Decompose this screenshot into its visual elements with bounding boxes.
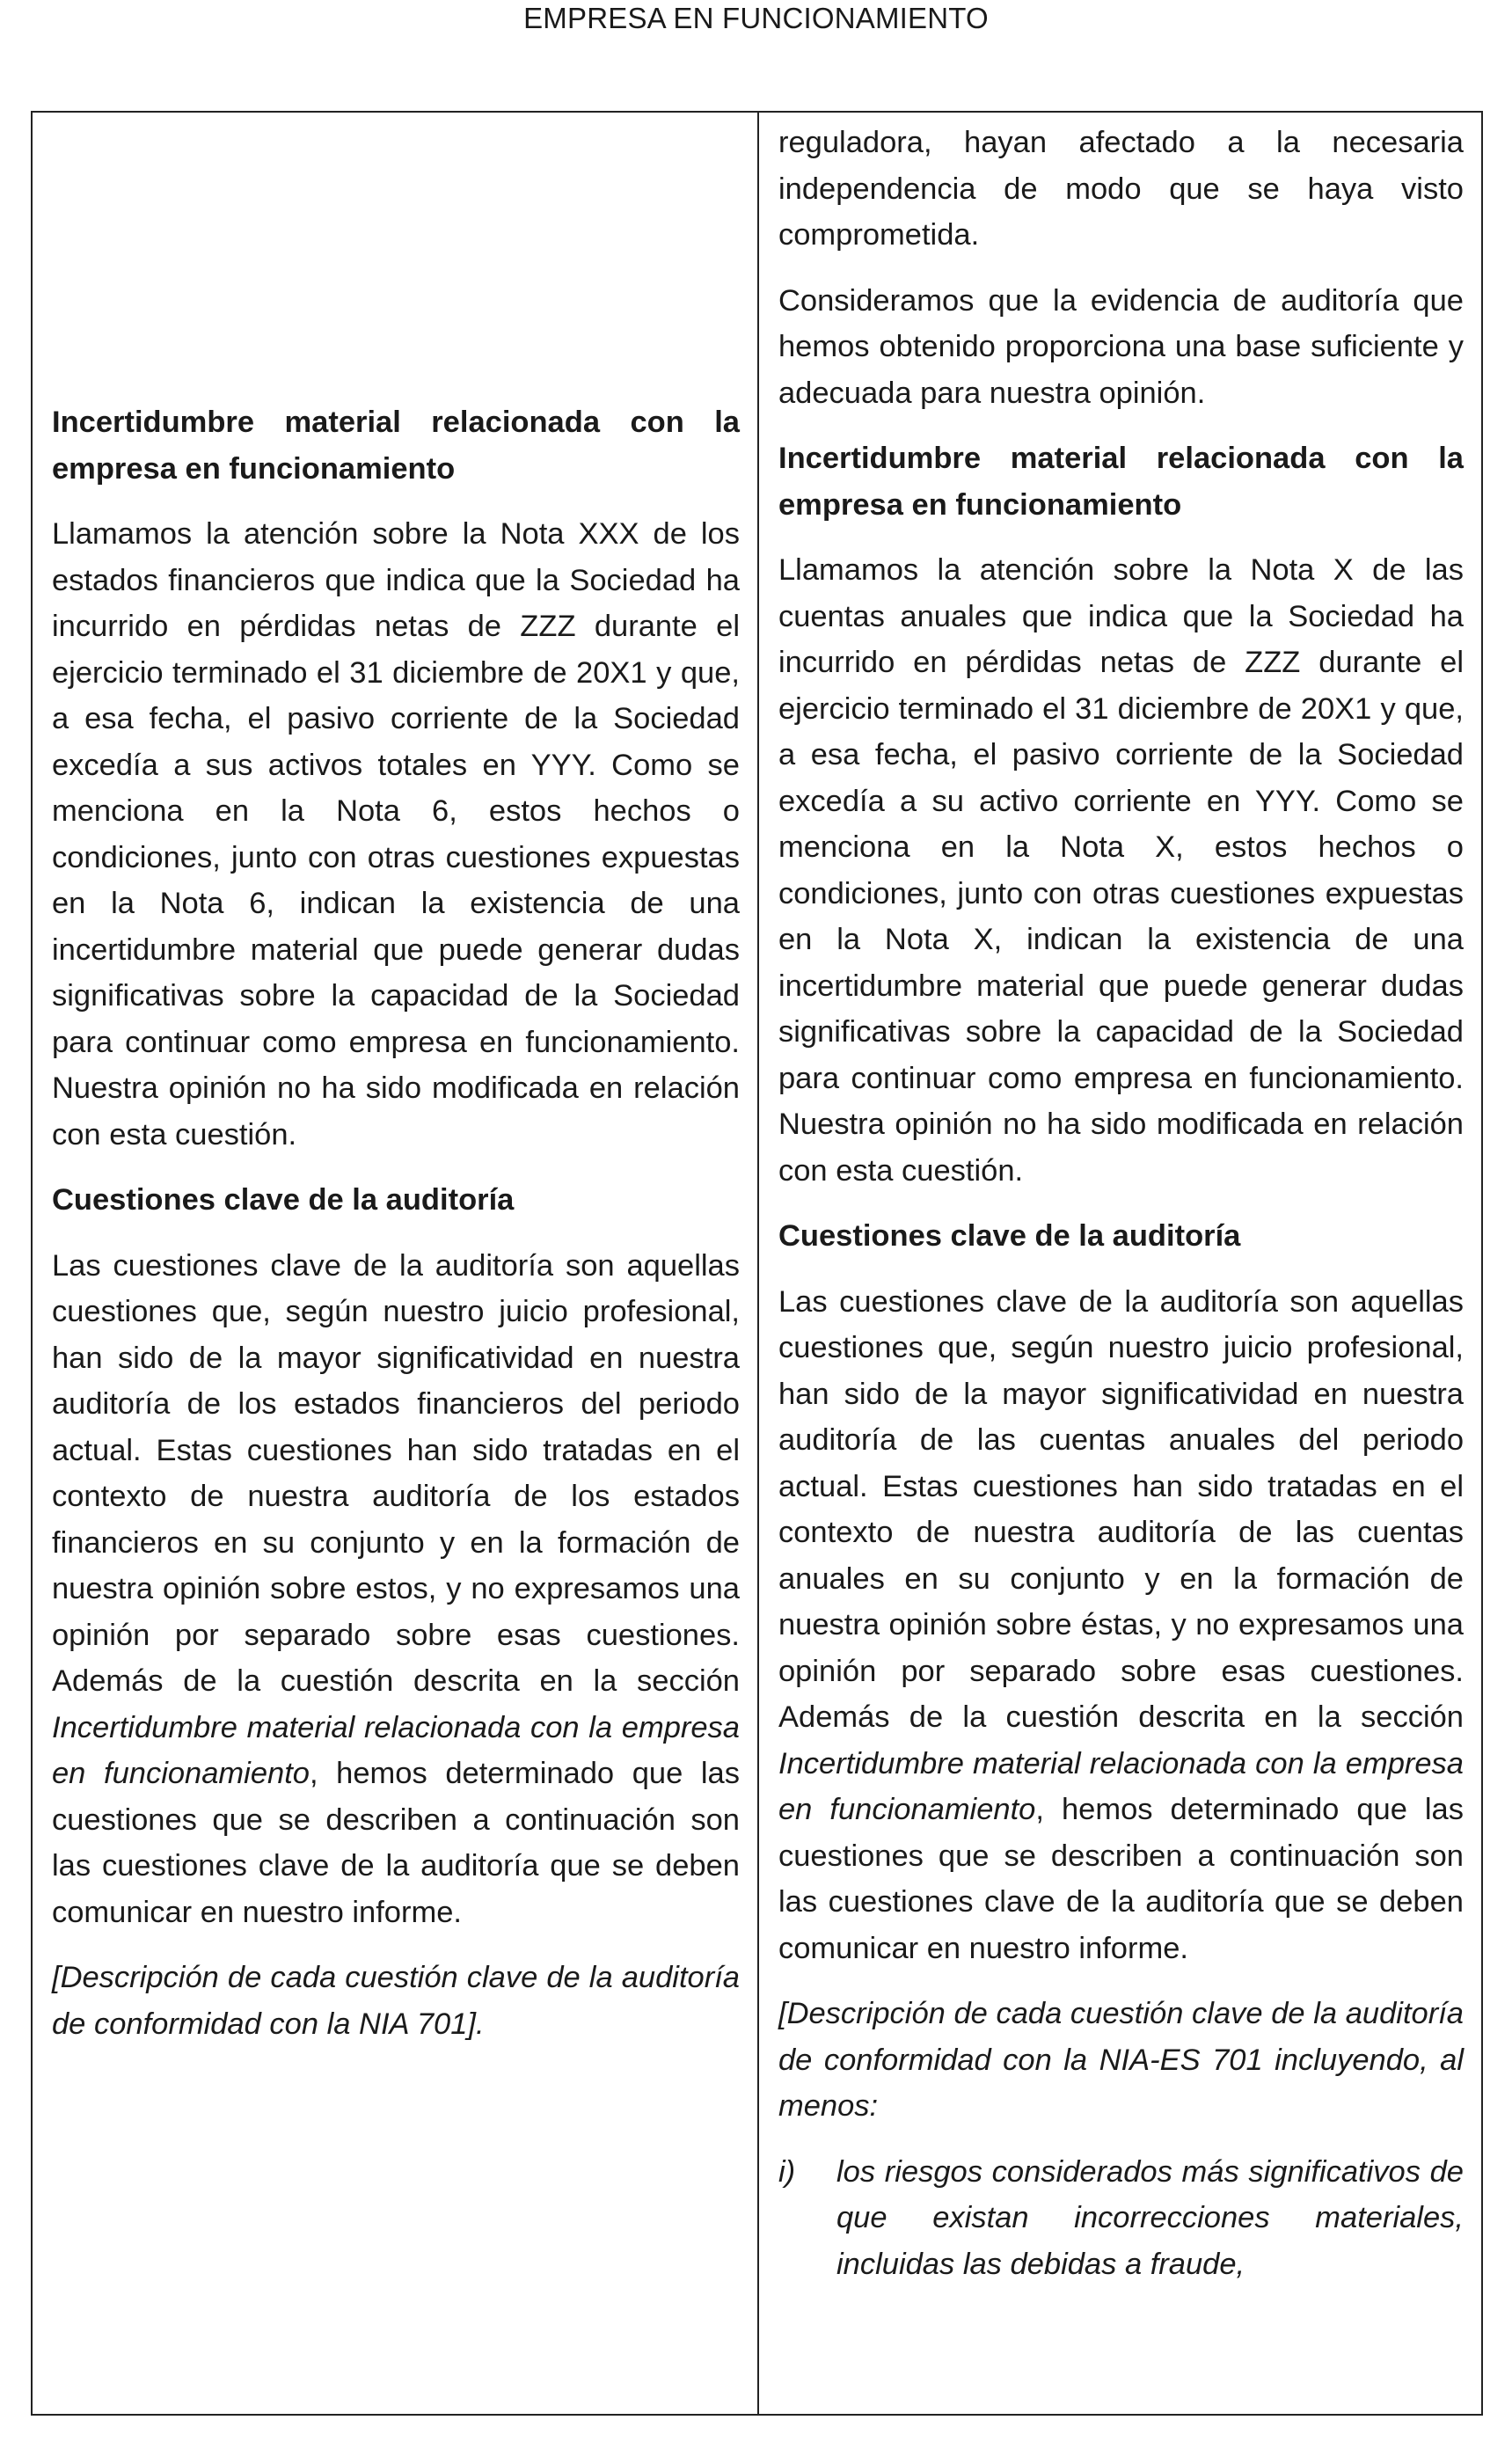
left-kam-text-italic: Incertidumbre material relacionada con la empresa en funcionamiento: [52, 1710, 740, 1790]
right-heading-key-audit-matters: Cuestiones clave de la auditoría: [778, 1219, 1241, 1253]
right-kam-text-b: , hemos determinado que las cuestiones que se describen a continuación son las cuestiones clave de la auditoría que se deben comunicar en nuestro informe.: [778, 1793, 1464, 1965]
list-item-text: los riesgos considerados más significativos de que existan incorrecciones materiales, incluidas las debidas a fraude,: [836, 2154, 1464, 2281]
list-marker: i): [778, 2154, 796, 2189]
right-paragraph-continuation: reguladora, hayan afectado a la necesaria independencia de modo que se haya visto comprometida.: [778, 126, 1464, 252]
right-paragraph-key-audit-matters: [778, 1279, 1464, 1972]
right-paragraph-evidence: Consideramos que la evidencia de auditoría que hemos obtenido proporciona una base suficiente y adecuada para nuestra opinión.: [778, 283, 1464, 410]
right-heading-going-concern: Incertidumbre material relacionada con la empresa en funcionamiento: [778, 442, 1464, 522]
right-paragraph-description: [Descripción de cada cuestión clave de la auditoría de conformidad con la NIA-ES 701 incluyendo, al menos:: [778, 1997, 1464, 2123]
left-paragraph-description: [Descripción de cada cuestión clave de la auditoría de conformidad con la NIA 701].: [52, 1961, 740, 2041]
page-header: EMPRESA EN FUNCIONAMIENTO: [523, 2, 989, 34]
left-paragraph-going-concern: Llamamos la atención sobre la Nota XXX de los estados financieros que indica que la Sociedad ha incurrido en pérdidas netas de ZZZ durante el ejercicio terminado el 31 diciembre de 20X1 y que, a esa fecha, el pasivo corriente de la Sociedad excedía a sus activos totales en YYY. Como se menciona en la Nota 6, estos hechos o condiciones, junto con otras cuestiones expuestas en la Nota 6, indican la existencia de una incertidumbre material que puede generar dudas significativas sobre la capacidad de la Sociedad para continuar como empresa en funcionamiento. Nuestra opinión no ha sido modificada en relación con esta cuestión.: [52, 517, 740, 1152]
right-kam-text-italic: Incertidumbre material relacionada con la empresa en funcionamiento: [778, 1746, 1464, 1826]
list-item: [778, 2149, 1464, 2288]
right-kam-text-a: Las cuestiones clave de la auditoría son aquellas cuestiones que, según nuestro juicio profesional, han sido de la mayor significatividad en nuestra auditoría de las cuentas anuales del periodo actual. Estas cuestiones han sido tratadas en el contexto de nuestra auditoría de las cuentas anuales en su conjunto y en la formación de nuestra opinión sobre éstas, y no expresamos una opinión por separado sobre esas cuestiones. Además de la cuestión descrita en la sección: [778, 1284, 1464, 1734]
left-heading-key-audit-matters: Cuestiones clave de la auditoría: [52, 1183, 515, 1217]
right-column: [759, 113, 1481, 2414]
left-kam-text-a: Las cuestiones clave de la auditoría son aquellas cuestiones que, según nuestro juicio profesional, han sido de la mayor significatividad en nuestra auditoría de los estados financieros del periodo actual. Estas cuestiones han sido tratadas en el contexto de nuestra auditoría de los estados financieros en su conjunto y en la formación de nuestra opinión sobre estos, y no expresamos una opinión por separado sobre esas cuestiones. Además de la cuestión descrita en la sección: [52, 1248, 740, 1698]
left-paragraph-key-audit-matters: [52, 1243, 740, 1936]
left-heading-going-concern: Incertidumbre material relacionada con la empresa en funcionamiento: [52, 406, 740, 486]
comparison-table: [31, 111, 1483, 2416]
left-kam-text-b: , hemos determinado que las cuestiones que se describen a continuación son las cuestiones clave de la auditoría que se deben comunicar en nuestro informe.: [52, 1757, 740, 1929]
left-column: [33, 113, 759, 2414]
right-paragraph-going-concern: Llamamos la atención sobre la Nota X de las cuentas anuales que indica que la Sociedad ha incurrido en pérdidas netas de ZZZ durante el ejercicio terminado el 31 diciembre de 20X1 y que, a esa fecha, el pasivo corriente de la Sociedad excedía a su activo corriente en YYY. Como se menciona en la Nota X, estos hechos o condiciones, junto con otras cuestiones expuestas en la Nota X, indican la existencia de una incertidumbre material que puede generar dudas significativas sobre la capacidad de la Sociedad para continuar como empresa en funcionamiento. Nuestra opinión no ha sido modificada en relación con esta cuestión.: [778, 553, 1464, 1188]
